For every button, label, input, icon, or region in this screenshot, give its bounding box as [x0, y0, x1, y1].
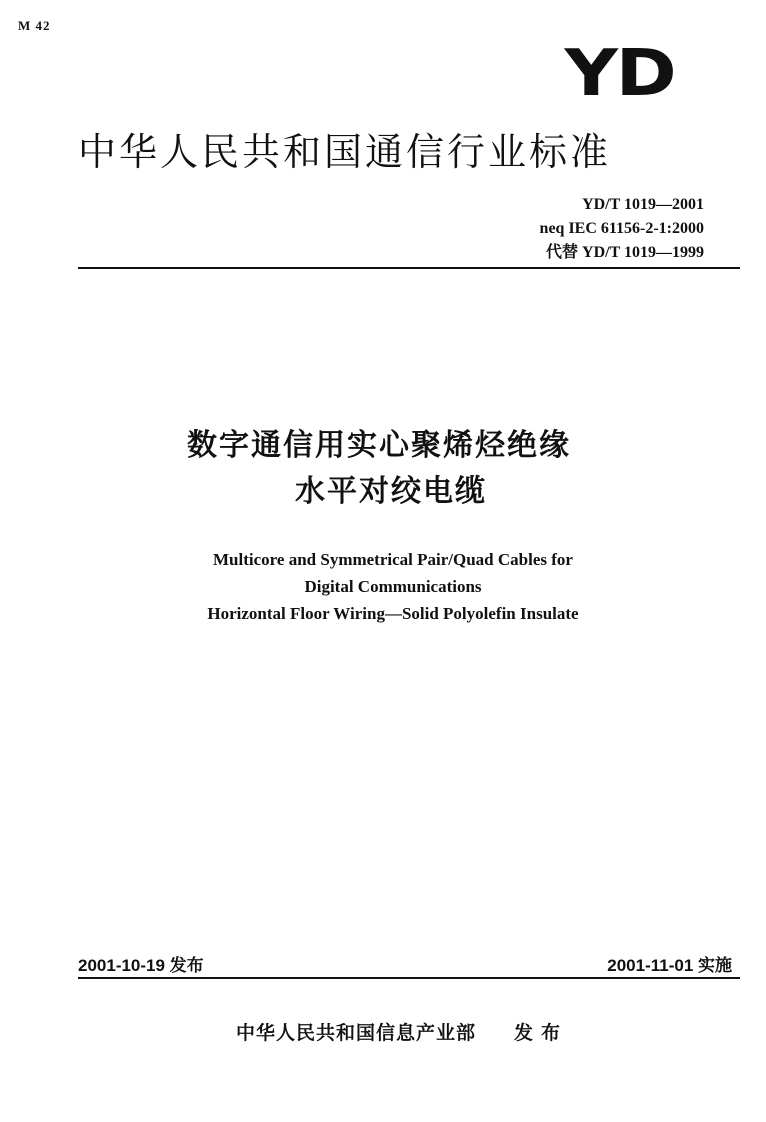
publisher-line: [236, 1018, 568, 1045]
issue-date: 2001-10-19 发布: [78, 956, 204, 975]
standard-codes: [540, 193, 704, 265]
publish-action: 发布: [514, 1022, 569, 1044]
yd-logo: YD: [564, 37, 674, 111]
top-divider: [78, 267, 740, 269]
chinese-title-line-2: 水平对绞电缆: [295, 474, 487, 509]
standard-category-title: 中华人民共和国通信行业标准: [78, 130, 612, 174]
effective-date: 2001-11-01 实施: [607, 956, 732, 975]
english-title: [0, 546, 766, 627]
equivalence-reference: neq IEC 61156-2-1:2000: [539, 220, 704, 237]
replaces-reference: 代替 YD/T 1019—1999: [546, 244, 704, 261]
classification-code: M 42: [18, 18, 51, 33]
publisher-name: 中华人民共和国信息产业部: [236, 1022, 477, 1044]
english-title-line-1: Multicore and Symmetrical Pair/Quad Cables for: [213, 550, 573, 569]
english-title-line-2: Digital Communications: [304, 577, 482, 596]
standard-number: YD/T 1019—2001: [582, 196, 704, 213]
chinese-title-line-1: 数字通信用实心聚烯烃绝缘: [187, 428, 571, 463]
english-title-line-3: Horizontal Floor Wiring—Solid Polyolefin Insulate: [207, 604, 579, 623]
bottom-divider: [78, 977, 740, 979]
